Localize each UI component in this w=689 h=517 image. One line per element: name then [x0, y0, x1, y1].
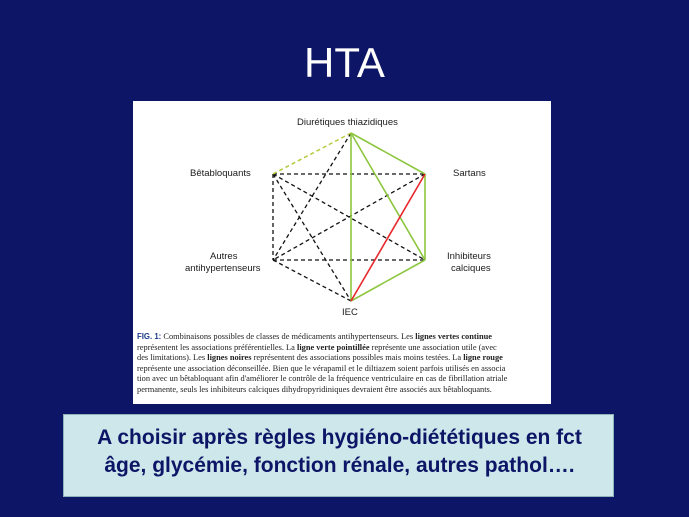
caption-line-6: permanente, seuls les inhibiteurs calciques dihydropyridiniques devraient être associés aux bêtabloquants.: [137, 384, 492, 394]
note-line-2: âge, glycémie, fonction rénale, autres pathol….: [104, 454, 575, 477]
note-line-1: A choisir après règles hygiéno-diététiques en fct: [97, 426, 582, 449]
node-diuretiques: Diurétiques thiazidiques: [297, 117, 398, 128]
node-inhibiteurs-line1: Inhibiteurs: [447, 251, 491, 262]
node-iec: IEC: [342, 307, 358, 318]
note-box: [63, 414, 614, 497]
caption-line-3: des limitations). Les lignes noires représentent des associations possibles mais moins testées. La ligne rouge: [137, 353, 503, 363]
caption-line-2: représentent les associations préférentielles. La ligne verte pointillée représente une association utile (avec: [137, 342, 497, 352]
edge-diuretiques-inhibiteurs: [351, 133, 425, 260]
figure-panel: [133, 101, 551, 404]
edge-diuretiques-betabloquants: [273, 133, 351, 174]
edge-autres-iec: [273, 260, 351, 301]
edge-sartans-iec: [351, 174, 425, 301]
node-sartans: Sartans: [453, 168, 486, 179]
node-inhibiteurs-line2: calciques: [451, 263, 491, 274]
figure-caption: [137, 332, 551, 396]
caption-line-4: représente une association déconseillée. Bien que le vérapamil et le diltiazem soient parfois utilisés en associa: [137, 363, 506, 373]
node-autres-line2: antihypertenseurs: [185, 263, 261, 274]
caption-line-5: tion avec un bêtabloquant afin d'améliorer le contrôle de la fréquence ventriculaire en cas de fibrillation atriale: [137, 374, 508, 384]
caption-line-1: FIG. 1: Combinaisons possibles de classes de médicaments antihypertenseurs. Les lignes vertes continue: [137, 332, 493, 341]
slide-title: HTA: [304, 39, 385, 86]
node-betabloquants: Bêtabloquants: [190, 168, 251, 179]
node-autres-line1: Autres: [210, 251, 238, 262]
caption-fig-label: FIG. 1:: [137, 332, 162, 341]
hexagon-diagram: [133, 101, 551, 331]
